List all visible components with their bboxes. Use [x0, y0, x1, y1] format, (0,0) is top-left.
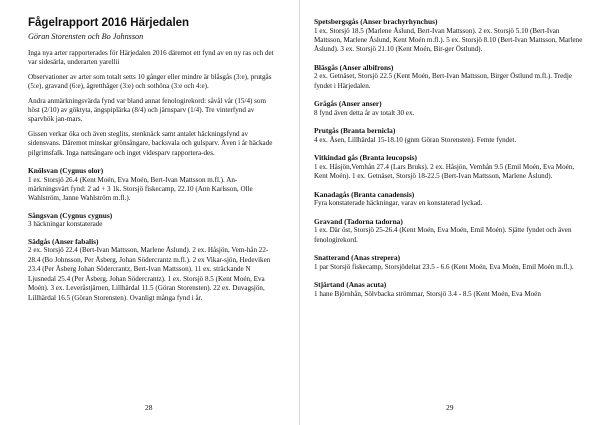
intro-paragraph: Inga nya arter rapporterades för Härjedalen 2016 däremot ett fynd av en ny ras och det var sidesärla, underarten yarellii [28, 49, 274, 67]
report-title: Fågelrapport 2016 Härjedalen [28, 17, 190, 29]
species-text: 1 ex. Håsjön,Vemhån 27.4 (Lars Bruks). 2 ex. Håsjön, Vemhån 9.5 (Emil Moén, Eva Moén, Kent Moén). 1 ex. Getnäset, Storsjö 18-22.5 (Bert-Ivan Mattsson, Marlene Åslund). [314, 162, 575, 181]
page-number-right: 29 [446, 403, 454, 412]
species-entry [314, 17, 586, 55]
species-text: 1 hane Björnhån, Sölvbacka strömmar, Storsjö 3.4 - 8.5 (Kent Moén, Eva Moén [314, 289, 541, 298]
species-heading: Spetsbergsgås (Anser brachyrhynchus) [314, 17, 438, 26]
species-entry [28, 237, 278, 303]
intro-paragraph: Andra anmärkningsvärda fynd var bland annat fenologirekord: såvål vår (15/4) som höst (2/10) av göktyta, ängspiplärka (8/4) och järnsparv (1/4). Tre vinterfynd av sparvhök jan-mars. [28, 96, 266, 124]
species-entry [314, 153, 586, 181]
species-heading: Gravand (Tadorna tadorna) [314, 216, 403, 226]
species-heading: Sädgås (Anser fabalis) [28, 236, 99, 246]
species-heading: Prutgås (Branta bernicla) [314, 126, 396, 136]
species-text: 1 par Storsjö fiskecamp, Storsjödeltat 23.5 - 6.6 (Kent Moén, Eva Moén, Emil Moén m.fl.). [314, 262, 574, 271]
species-heading: Stjärtand (Anas acuta) [314, 280, 387, 290]
species-entry [314, 280, 586, 299]
species-text: 4 ex. Åsen, Lillhärdal 15-18.10 (gnm Göran Storensten). Femte fyndet. [314, 135, 517, 144]
species-heading: Kanadagås (Branta canadensis) [314, 189, 415, 199]
intro-paragraph: Gissen verkar öka och även steglits, stenknäck samt antalet häckningsfynd av sidensvans. Däremot minskar grönsångare, backsvala och gulsparv. Även i år häckade pilgrimsfalk. Inga nattsångare och inget videsparv rapportera-des. [28, 129, 273, 157]
species-text: 3 häckningar konstaterade [28, 220, 103, 229]
species-entry [314, 63, 586, 91]
authors: Göran Storensten och Bo Johnsson [28, 32, 144, 41]
species-heading: Sångsvan (Cygnus cygnus) [28, 210, 113, 220]
species-heading: Grågås (Anser anser) [314, 99, 382, 109]
species-entry [314, 253, 586, 272]
species-heading: Knölsvan (Cygnus olor) [28, 166, 104, 176]
species-text: 1 ex. Storsjö 26.4 (Kent Moén, Eva Moén, Bert-Ivan Mattsson m.fl.). An-märkningsvärt fynd: 2 ad + 3 1k. Storsjö fiskecamp, 22.10 (Ann Karlsson, Olle Wahlström, Janne Wahlström m.fl.). [28, 175, 253, 203]
species-heading: Vitkindad gås (Branta leucopsis) [314, 153, 418, 163]
species-entry [314, 126, 586, 145]
species-text: 2 ex. Getnäset, Storsjö 22.5 (Kent Moén, Bert-Ivan Mattsson, Birger Östlund m.fl.). Tredje fyndet i Härjedalen. [314, 72, 572, 90]
species-heading: Bläsgås (Anser albifrons) [314, 62, 394, 72]
species-entry [28, 211, 278, 230]
species-text: Fyra konstaterade häckningar, varav en konstaterad lyckad. [314, 199, 483, 208]
species-text: 8 fynd även detta år av totalt 30 ex. [314, 108, 415, 117]
species-entry [314, 99, 586, 118]
species-entry [28, 166, 278, 204]
species-text: 1 ex. Storsjö 18.5 (Marlene Åslund, Bert-Ivan Mattsson). 2 ex. Storsjö 5.10 (Bert-Ivan Mattsson, Marlene Åslund, Kent Moén m.fl.). 5 ex. Storsjö 8.10 (Bert-Ivan Mattsson, Marlene Åslund). 3 ex. Storsjö 21.10 (Kent Moén, Bir-ger Östlund). [314, 26, 583, 54]
right-page [300, 0, 600, 425]
species-entry [314, 190, 586, 209]
intro-paragraph: Observationer av arter som totalt setts 10 gånger eller mindre är blåsgås (3:e), prutgås (5:e), gravand (6:e), ägretthäger (3:e) och sothöna (3:e och 4:e). [28, 72, 272, 91]
species-entry [314, 217, 586, 245]
species-text: 1 ex. Där öst, Storsjö 25-26.4 (Kent Moén, Eva Moén, Emil Moén). Sjätte fyndet och även fenologirekord. [314, 226, 572, 244]
page-number-left: 28 [145, 403, 153, 412]
species-text: 2 ex. Storsjö 22.4 (Bert-Ivan Mattsson, Marlene Åslund). 2 ex. Håsjön, Vem-hån 22-28.4 (Bo Johnsson, Per Åsberg, Johan Södercrantz m.fl.). 2 ex Vikar-sjön, Hedeviken 23.4 (Per Åsberg Johan Södercrantz, Bert-Ivan Mattsson). 11 ex. sträckande N Ljusnedal 25.4 (Per Åsberg, Johan Södercrantz). 1 ex. Storsjö 8.5 (Kent Moén, Eva Moén). 3 ex. Leveråstjärnen, Lillhärdal 11.5 (Göran Storensten). 22 ex. Duvagsjön, Lillhärdal 16.5 (Göran Storensten). Ovanligt många fynd i år. [28, 246, 271, 302]
species-heading: Snatterand (Anas strepera) [314, 253, 401, 263]
